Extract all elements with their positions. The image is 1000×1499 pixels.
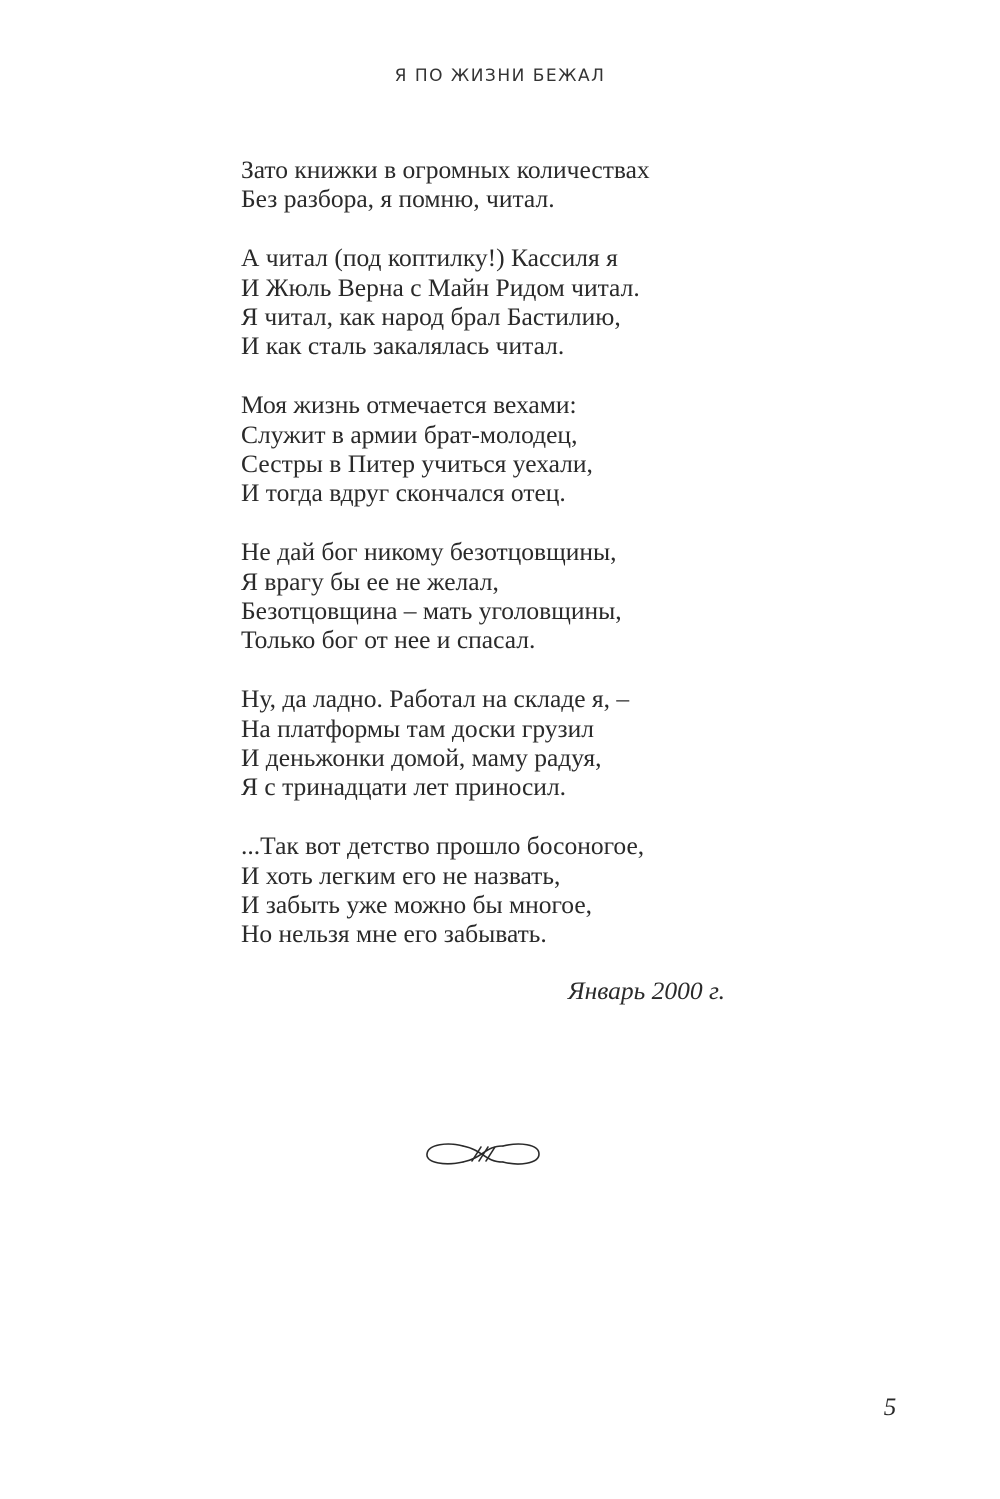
poem-line: Сестры в Питер учиться уехали, xyxy=(241,449,593,479)
poem-line: Ну, да ладно. Работал на складе я, – xyxy=(241,684,630,714)
poem-line: И как сталь закалялась читал. xyxy=(241,331,565,361)
poem xyxy=(241,155,761,978)
poem-line: И хоть легким его не назвать, xyxy=(241,860,561,890)
poem-line: И Жюль Верна с Майн Ридом читал. xyxy=(241,272,640,302)
poem-line: И забыть уже можно бы многое, xyxy=(241,890,593,920)
poem-line: Безотцовщина – мать уголовщины, xyxy=(241,596,622,626)
poem-line: ...Так вот детство прошло босоногое, xyxy=(241,831,645,861)
stanza-1 xyxy=(241,155,761,214)
stanza-6 xyxy=(241,831,761,949)
stanza-3 xyxy=(241,390,761,508)
poem-line: Я врагу бы ее не желал, xyxy=(241,566,499,596)
poem-date: Январь 2000 г. xyxy=(567,976,725,1005)
poem-line: Не дай бог никому безотцовщины, xyxy=(241,537,617,567)
stanza-5 xyxy=(241,684,761,802)
poem-line: И тогда вдруг скончался отец. xyxy=(241,478,566,508)
flourish-ornament-icon xyxy=(423,1136,543,1172)
poem-line: Служит в армии брат-молодец, xyxy=(241,419,578,449)
poem-line: Без разбора, я помню, читал. xyxy=(241,184,555,214)
poem-line: Моя жизнь отмечается вехами: xyxy=(241,390,577,420)
poem-line: А читал (под коптилку!) Кассиля я xyxy=(241,243,618,273)
poem-line: На платформы там доски грузил xyxy=(241,713,595,743)
stanza-4 xyxy=(241,537,761,655)
page-number: 5 xyxy=(883,1394,897,1421)
stanza-2 xyxy=(241,243,761,361)
poem-line: Только бог от нее и спасал. xyxy=(241,625,536,655)
running-title: Я ПО ЖИЗНИ БЕЖАЛ xyxy=(394,66,606,86)
poem-line: Зато книжки в огромных количествах xyxy=(241,155,650,184)
poem-line: Я читал, как народ брал Бастилию, xyxy=(241,302,621,332)
poem-line: И деньжонки домой, маму радуя, xyxy=(241,743,602,773)
poem-line: Я с тринадцати лет приносил. xyxy=(241,772,567,802)
poem-line: Но нельзя мне его забывать. xyxy=(241,919,547,949)
